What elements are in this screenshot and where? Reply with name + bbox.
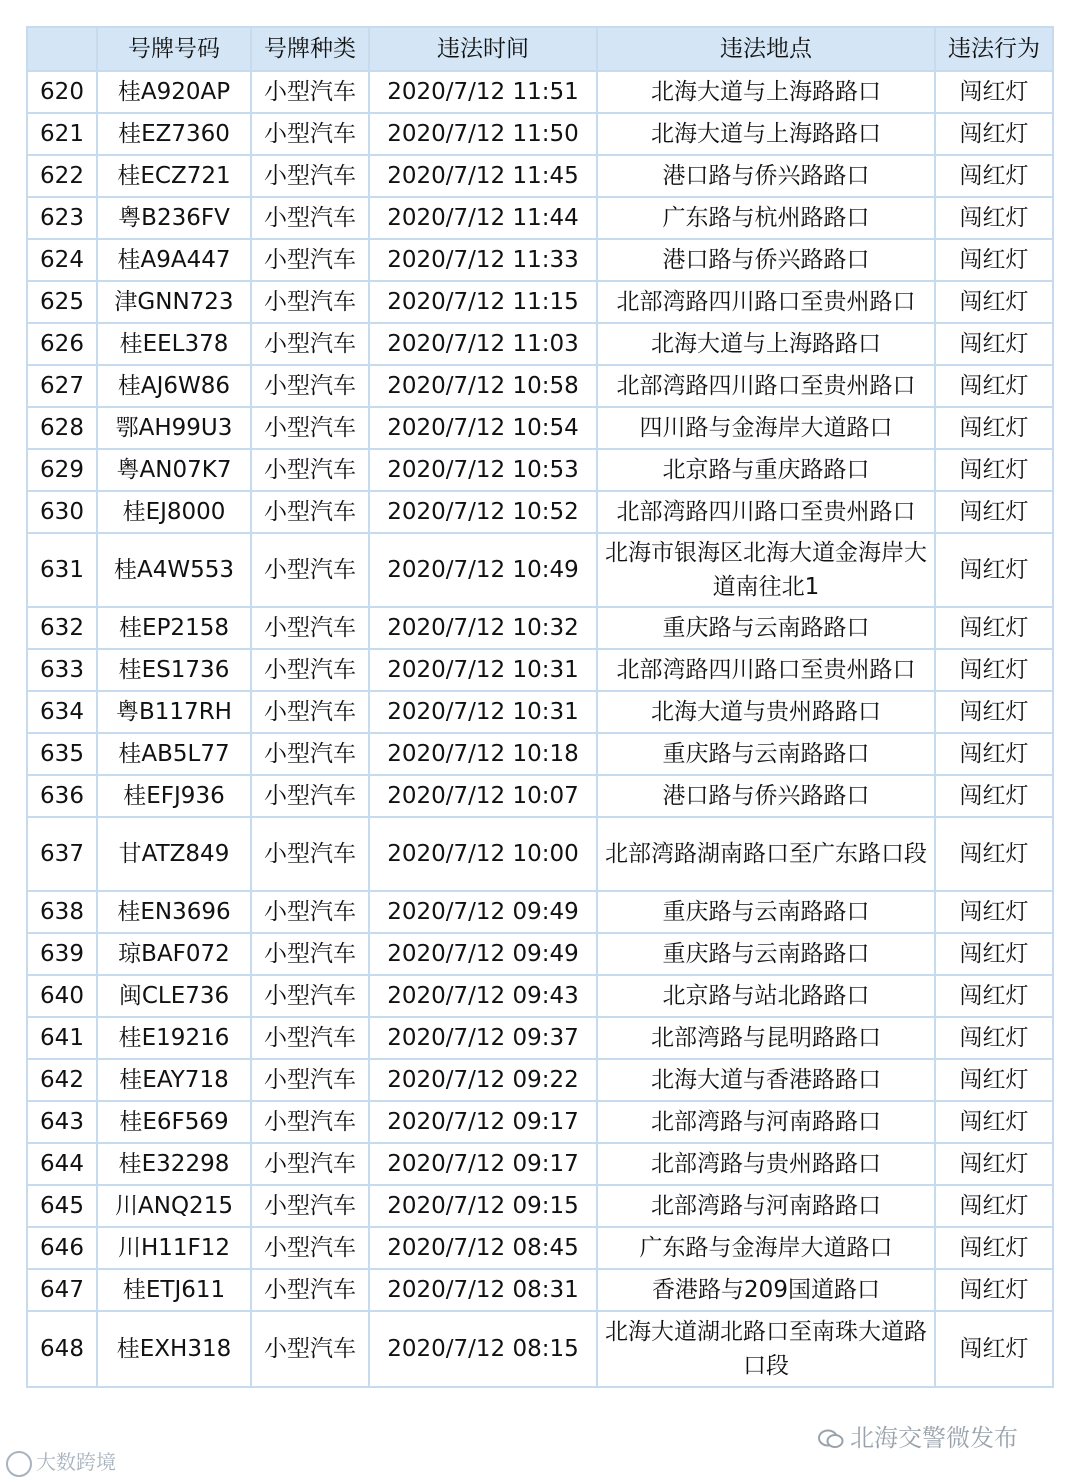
brand-logo-icon bbox=[6, 1451, 32, 1477]
cell-violation-time: 2020/7/12 11:50 bbox=[369, 113, 597, 155]
table-row bbox=[27, 733, 1053, 775]
header-plate-number: 号牌号码 bbox=[97, 27, 251, 71]
cell-index: 635 bbox=[27, 733, 97, 775]
cell-plate-type: 小型汽车 bbox=[251, 155, 369, 197]
cell-index: 620 bbox=[27, 71, 97, 113]
cell-plate-type: 小型汽车 bbox=[251, 691, 369, 733]
table-row bbox=[27, 649, 1053, 691]
cell-violation-location: 港口路与侨兴路路口 bbox=[597, 155, 935, 197]
cell-violation-location: 北海大道与香港路路口 bbox=[597, 1059, 935, 1101]
cell-violation-location: 北部湾路与贵州路路口 bbox=[597, 1143, 935, 1185]
cell-plate-type: 小型汽车 bbox=[251, 491, 369, 533]
cell-violation-behavior: 闯红灯 bbox=[935, 1059, 1053, 1101]
table-header bbox=[27, 27, 1053, 71]
table-row bbox=[27, 1227, 1053, 1269]
table-row bbox=[27, 1185, 1053, 1227]
table-row bbox=[27, 71, 1053, 113]
cell-plate-type: 小型汽车 bbox=[251, 1017, 369, 1059]
cell-violation-location: 重庆路与云南路路口 bbox=[597, 933, 935, 975]
cell-violation-behavior: 闯红灯 bbox=[935, 891, 1053, 933]
cell-violation-time: 2020/7/12 10:58 bbox=[369, 365, 597, 407]
cell-violation-location: 重庆路与云南路路口 bbox=[597, 891, 935, 933]
cell-violation-time: 2020/7/12 11:33 bbox=[369, 239, 597, 281]
cell-plate-number: 桂AB5L77 bbox=[97, 733, 251, 775]
cell-plate-type: 小型汽车 bbox=[251, 933, 369, 975]
table-row bbox=[27, 533, 1053, 607]
cell-violation-time: 2020/7/12 09:17 bbox=[369, 1101, 597, 1143]
cell-violation-time: 2020/7/12 09:49 bbox=[369, 933, 597, 975]
cell-plate-number: 桂ES1736 bbox=[97, 649, 251, 691]
cell-violation-location: 北海大道与上海路路口 bbox=[597, 71, 935, 113]
cell-plate-number: 桂EEL378 bbox=[97, 323, 251, 365]
cell-plate-number: 桂ECZ721 bbox=[97, 155, 251, 197]
cell-violation-location: 北部湾路与河南路路口 bbox=[597, 1101, 935, 1143]
table-row bbox=[27, 323, 1053, 365]
cell-plate-number: 粤B236FV bbox=[97, 197, 251, 239]
cell-plate-number: 桂A9A447 bbox=[97, 239, 251, 281]
cell-plate-type: 小型汽车 bbox=[251, 607, 369, 649]
cell-index: 644 bbox=[27, 1143, 97, 1185]
cell-violation-time: 2020/7/12 10:54 bbox=[369, 407, 597, 449]
cell-violation-behavior: 闯红灯 bbox=[935, 775, 1053, 817]
cell-index: 632 bbox=[27, 607, 97, 649]
cell-violation-behavior: 闯红灯 bbox=[935, 1017, 1053, 1059]
cell-plate-number: 粤AN07K7 bbox=[97, 449, 251, 491]
cell-violation-time: 2020/7/12 11:44 bbox=[369, 197, 597, 239]
cell-plate-number: 桂EXH318 bbox=[97, 1311, 251, 1387]
cell-plate-type: 小型汽车 bbox=[251, 891, 369, 933]
cell-violation-behavior: 闯红灯 bbox=[935, 323, 1053, 365]
cell-violation-time: 2020/7/12 09:43 bbox=[369, 975, 597, 1017]
header-violation-time: 违法时间 bbox=[369, 27, 597, 71]
cell-plate-number: 川H11F12 bbox=[97, 1227, 251, 1269]
table-row bbox=[27, 691, 1053, 733]
cell-plate-number: 桂AJ6W86 bbox=[97, 365, 251, 407]
header-index bbox=[27, 27, 97, 71]
cell-violation-behavior: 闯红灯 bbox=[935, 1227, 1053, 1269]
cell-plate-type: 小型汽车 bbox=[251, 449, 369, 491]
cell-plate-type: 小型汽车 bbox=[251, 1101, 369, 1143]
cell-violation-time: 2020/7/12 11:51 bbox=[369, 71, 597, 113]
table-row bbox=[27, 933, 1053, 975]
header-violation-location: 违法地点 bbox=[597, 27, 935, 71]
cell-violation-location: 北部湾路湖南路口至广东路口段 bbox=[597, 817, 935, 891]
cell-violation-behavior: 闯红灯 bbox=[935, 933, 1053, 975]
cell-violation-time: 2020/7/12 10:52 bbox=[369, 491, 597, 533]
cell-plate-number: 桂EZ7360 bbox=[97, 113, 251, 155]
cell-plate-type: 小型汽车 bbox=[251, 817, 369, 891]
cell-violation-behavior: 闯红灯 bbox=[935, 239, 1053, 281]
cell-plate-type: 小型汽车 bbox=[251, 197, 369, 239]
cell-plate-number: 桂ETJ611 bbox=[97, 1269, 251, 1311]
table-row bbox=[27, 365, 1053, 407]
cell-plate-number: 闽CLE736 bbox=[97, 975, 251, 1017]
table-row bbox=[27, 1311, 1053, 1387]
cell-index: 621 bbox=[27, 113, 97, 155]
cell-violation-behavior: 闯红灯 bbox=[935, 733, 1053, 775]
cell-violation-behavior: 闯红灯 bbox=[935, 1101, 1053, 1143]
cell-violation-time: 2020/7/12 10:32 bbox=[369, 607, 597, 649]
table-row bbox=[27, 1059, 1053, 1101]
cell-violation-behavior: 闯红灯 bbox=[935, 1185, 1053, 1227]
table-body bbox=[27, 71, 1053, 1387]
table-row bbox=[27, 449, 1053, 491]
cell-plate-type: 小型汽车 bbox=[251, 1143, 369, 1185]
cell-violation-location: 四川路与金海岸大道路口 bbox=[597, 407, 935, 449]
cell-plate-type: 小型汽车 bbox=[251, 775, 369, 817]
cell-violation-location: 广东路与杭州路路口 bbox=[597, 197, 935, 239]
cell-violation-time: 2020/7/12 09:37 bbox=[369, 1017, 597, 1059]
table-row bbox=[27, 975, 1053, 1017]
cell-violation-location: 北部湾路四川路口至贵州路口 bbox=[597, 491, 935, 533]
table-row bbox=[27, 113, 1053, 155]
cell-plate-type: 小型汽车 bbox=[251, 365, 369, 407]
cell-violation-location: 北部湾路与昆明路路口 bbox=[597, 1017, 935, 1059]
cell-index: 647 bbox=[27, 1269, 97, 1311]
cell-violation-behavior: 闯红灯 bbox=[935, 197, 1053, 239]
cell-index: 630 bbox=[27, 491, 97, 533]
cell-index: 645 bbox=[27, 1185, 97, 1227]
cell-violation-time: 2020/7/12 11:15 bbox=[369, 281, 597, 323]
header-plate-type: 号牌种类 bbox=[251, 27, 369, 71]
table-row bbox=[27, 1143, 1053, 1185]
cell-violation-behavior: 闯红灯 bbox=[935, 691, 1053, 733]
cell-index: 623 bbox=[27, 197, 97, 239]
cell-violation-location: 北部湾路四川路口至贵州路口 bbox=[597, 281, 935, 323]
cell-violation-behavior: 闯红灯 bbox=[935, 1311, 1053, 1387]
cell-violation-behavior: 闯红灯 bbox=[935, 649, 1053, 691]
cell-index: 628 bbox=[27, 407, 97, 449]
cell-index: 643 bbox=[27, 1101, 97, 1143]
cell-plate-type: 小型汽车 bbox=[251, 1227, 369, 1269]
cell-plate-type: 小型汽车 bbox=[251, 407, 369, 449]
cell-index: 624 bbox=[27, 239, 97, 281]
cell-violation-behavior: 闯红灯 bbox=[935, 607, 1053, 649]
cell-plate-number: 桂EFJ936 bbox=[97, 775, 251, 817]
cell-plate-number: 川ANQ215 bbox=[97, 1185, 251, 1227]
cell-violation-location: 北京路与站北路路口 bbox=[597, 975, 935, 1017]
cell-plate-number: 桂A4W553 bbox=[97, 533, 251, 607]
cell-plate-type: 小型汽车 bbox=[251, 533, 369, 607]
cell-violation-location: 北部湾路与河南路路口 bbox=[597, 1185, 935, 1227]
cell-index: 636 bbox=[27, 775, 97, 817]
table-row bbox=[27, 891, 1053, 933]
cell-plate-type: 小型汽车 bbox=[251, 1311, 369, 1387]
cell-violation-behavior: 闯红灯 bbox=[935, 407, 1053, 449]
cell-violation-behavior: 闯红灯 bbox=[935, 817, 1053, 891]
cell-plate-type: 小型汽车 bbox=[251, 323, 369, 365]
cell-index: 648 bbox=[27, 1311, 97, 1387]
cell-index: 642 bbox=[27, 1059, 97, 1101]
cell-violation-location: 重庆路与云南路路口 bbox=[597, 607, 935, 649]
cell-violation-location: 北部湾路四川路口至贵州路口 bbox=[597, 365, 935, 407]
cell-violation-time: 2020/7/12 09:17 bbox=[369, 1143, 597, 1185]
cell-violation-behavior: 闯红灯 bbox=[935, 113, 1053, 155]
cell-violation-location: 北部湾路四川路口至贵州路口 bbox=[597, 649, 935, 691]
cell-plate-number: 桂E6F569 bbox=[97, 1101, 251, 1143]
table-row bbox=[27, 775, 1053, 817]
cell-plate-number: 桂EP2158 bbox=[97, 607, 251, 649]
cell-index: 646 bbox=[27, 1227, 97, 1269]
cell-plate-type: 小型汽车 bbox=[251, 281, 369, 323]
cell-plate-number: 粤B117RH bbox=[97, 691, 251, 733]
cell-violation-location: 香港路与209国道路口 bbox=[597, 1269, 935, 1311]
cell-violation-time: 2020/7/12 09:22 bbox=[369, 1059, 597, 1101]
cell-violation-time: 2020/7/12 10:53 bbox=[369, 449, 597, 491]
cell-violation-time: 2020/7/12 09:15 bbox=[369, 1185, 597, 1227]
cell-plate-type: 小型汽车 bbox=[251, 733, 369, 775]
cell-index: 640 bbox=[27, 975, 97, 1017]
watermark-right-text: 北海交警微发布 bbox=[850, 1424, 1018, 1452]
table-row bbox=[27, 281, 1053, 323]
cell-plate-number: 甘ATZ849 bbox=[97, 817, 251, 891]
cell-plate-type: 小型汽车 bbox=[251, 1269, 369, 1311]
cell-violation-behavior: 闯红灯 bbox=[935, 281, 1053, 323]
cell-index: 625 bbox=[27, 281, 97, 323]
cell-violation-behavior: 闯红灯 bbox=[935, 491, 1053, 533]
cell-violation-location: 北海大道与上海路路口 bbox=[597, 323, 935, 365]
cell-plate-number: 桂EJ8000 bbox=[97, 491, 251, 533]
cell-violation-behavior: 闯红灯 bbox=[935, 449, 1053, 491]
cell-index: 641 bbox=[27, 1017, 97, 1059]
cell-violation-behavior: 闯红灯 bbox=[935, 365, 1053, 407]
cell-violation-behavior: 闯红灯 bbox=[935, 71, 1053, 113]
cell-index: 634 bbox=[27, 691, 97, 733]
cell-index: 633 bbox=[27, 649, 97, 691]
cell-violation-time: 2020/7/12 10:49 bbox=[369, 533, 597, 607]
cell-violation-location: 港口路与侨兴路路口 bbox=[597, 775, 935, 817]
violation-table-container bbox=[26, 26, 1052, 1388]
header-violation-behavior: 违法行为 bbox=[935, 27, 1053, 71]
cell-violation-location: 北海大道与贵州路路口 bbox=[597, 691, 935, 733]
table-row bbox=[27, 1101, 1053, 1143]
cell-violation-time: 2020/7/12 08:15 bbox=[369, 1311, 597, 1387]
cell-index: 626 bbox=[27, 323, 97, 365]
cell-violation-location: 北海大道湖北路口至南珠大道路口段 bbox=[597, 1311, 935, 1387]
cell-violation-time: 2020/7/12 11:03 bbox=[369, 323, 597, 365]
cell-plate-type: 小型汽车 bbox=[251, 975, 369, 1017]
cell-violation-behavior: 闯红灯 bbox=[935, 1143, 1053, 1185]
cell-violation-location: 广东路与金海岸大道路口 bbox=[597, 1227, 935, 1269]
cell-violation-time: 2020/7/12 10:18 bbox=[369, 733, 597, 775]
cell-plate-type: 小型汽车 bbox=[251, 1059, 369, 1101]
cell-index: 639 bbox=[27, 933, 97, 975]
cell-violation-time: 2020/7/12 10:07 bbox=[369, 775, 597, 817]
table-row bbox=[27, 607, 1053, 649]
cell-index: 631 bbox=[27, 533, 97, 607]
header-row bbox=[27, 27, 1053, 71]
table-row bbox=[27, 817, 1053, 891]
cell-violation-location: 北海大道与上海路路口 bbox=[597, 113, 935, 155]
cell-violation-time: 2020/7/12 08:31 bbox=[369, 1269, 597, 1311]
cell-plate-number: 津GNN723 bbox=[97, 281, 251, 323]
cell-violation-location: 港口路与侨兴路路口 bbox=[597, 239, 935, 281]
cell-violation-location: 北京路与重庆路路口 bbox=[597, 449, 935, 491]
cell-index: 627 bbox=[27, 365, 97, 407]
table-row bbox=[27, 407, 1053, 449]
table-row bbox=[27, 155, 1053, 197]
watermark-left-text: 大数跨境 bbox=[36, 1450, 116, 1474]
cell-plate-number: 桂EN3696 bbox=[97, 891, 251, 933]
cell-plate-type: 小型汽车 bbox=[251, 649, 369, 691]
cell-plate-number: 桂A920AP bbox=[97, 71, 251, 113]
cell-plate-type: 小型汽车 bbox=[251, 71, 369, 113]
cell-violation-behavior: 闯红灯 bbox=[935, 1269, 1053, 1311]
cell-index: 637 bbox=[27, 817, 97, 891]
cell-violation-behavior: 闯红灯 bbox=[935, 533, 1053, 607]
table-row bbox=[27, 197, 1053, 239]
cell-index: 638 bbox=[27, 891, 97, 933]
cell-plate-number: 桂E19216 bbox=[97, 1017, 251, 1059]
cell-plate-number: 鄂AH99U3 bbox=[97, 407, 251, 449]
cell-plate-number: 琼BAF072 bbox=[97, 933, 251, 975]
cell-violation-time: 2020/7/12 10:31 bbox=[369, 649, 597, 691]
cell-index: 629 bbox=[27, 449, 97, 491]
cell-violation-location: 重庆路与云南路路口 bbox=[597, 733, 935, 775]
table-row bbox=[27, 1017, 1053, 1059]
cell-plate-number: 桂E32298 bbox=[97, 1143, 251, 1185]
cell-plate-type: 小型汽车 bbox=[251, 1185, 369, 1227]
table-row bbox=[27, 239, 1053, 281]
violation-table bbox=[26, 26, 1054, 1388]
cell-violation-behavior: 闯红灯 bbox=[935, 155, 1053, 197]
cell-violation-time: 2020/7/12 10:31 bbox=[369, 691, 597, 733]
cell-violation-time: 2020/7/12 09:49 bbox=[369, 891, 597, 933]
cell-violation-time: 2020/7/12 11:45 bbox=[369, 155, 597, 197]
cell-plate-type: 小型汽车 bbox=[251, 239, 369, 281]
cell-violation-time: 2020/7/12 08:45 bbox=[369, 1227, 597, 1269]
wechat-icon bbox=[818, 1429, 844, 1449]
cell-violation-time: 2020/7/12 10:00 bbox=[369, 817, 597, 891]
cell-violation-location: 北海市银海区北海大道金海岸大道南往北1 bbox=[597, 533, 935, 607]
table-row bbox=[27, 491, 1053, 533]
table-row bbox=[27, 1269, 1053, 1311]
cell-plate-number: 桂EAY718 bbox=[97, 1059, 251, 1101]
watermark-left bbox=[6, 1446, 116, 1477]
cell-index: 622 bbox=[27, 155, 97, 197]
watermark-right bbox=[818, 1418, 1018, 1453]
cell-violation-behavior: 闯红灯 bbox=[935, 975, 1053, 1017]
cell-plate-type: 小型汽车 bbox=[251, 113, 369, 155]
